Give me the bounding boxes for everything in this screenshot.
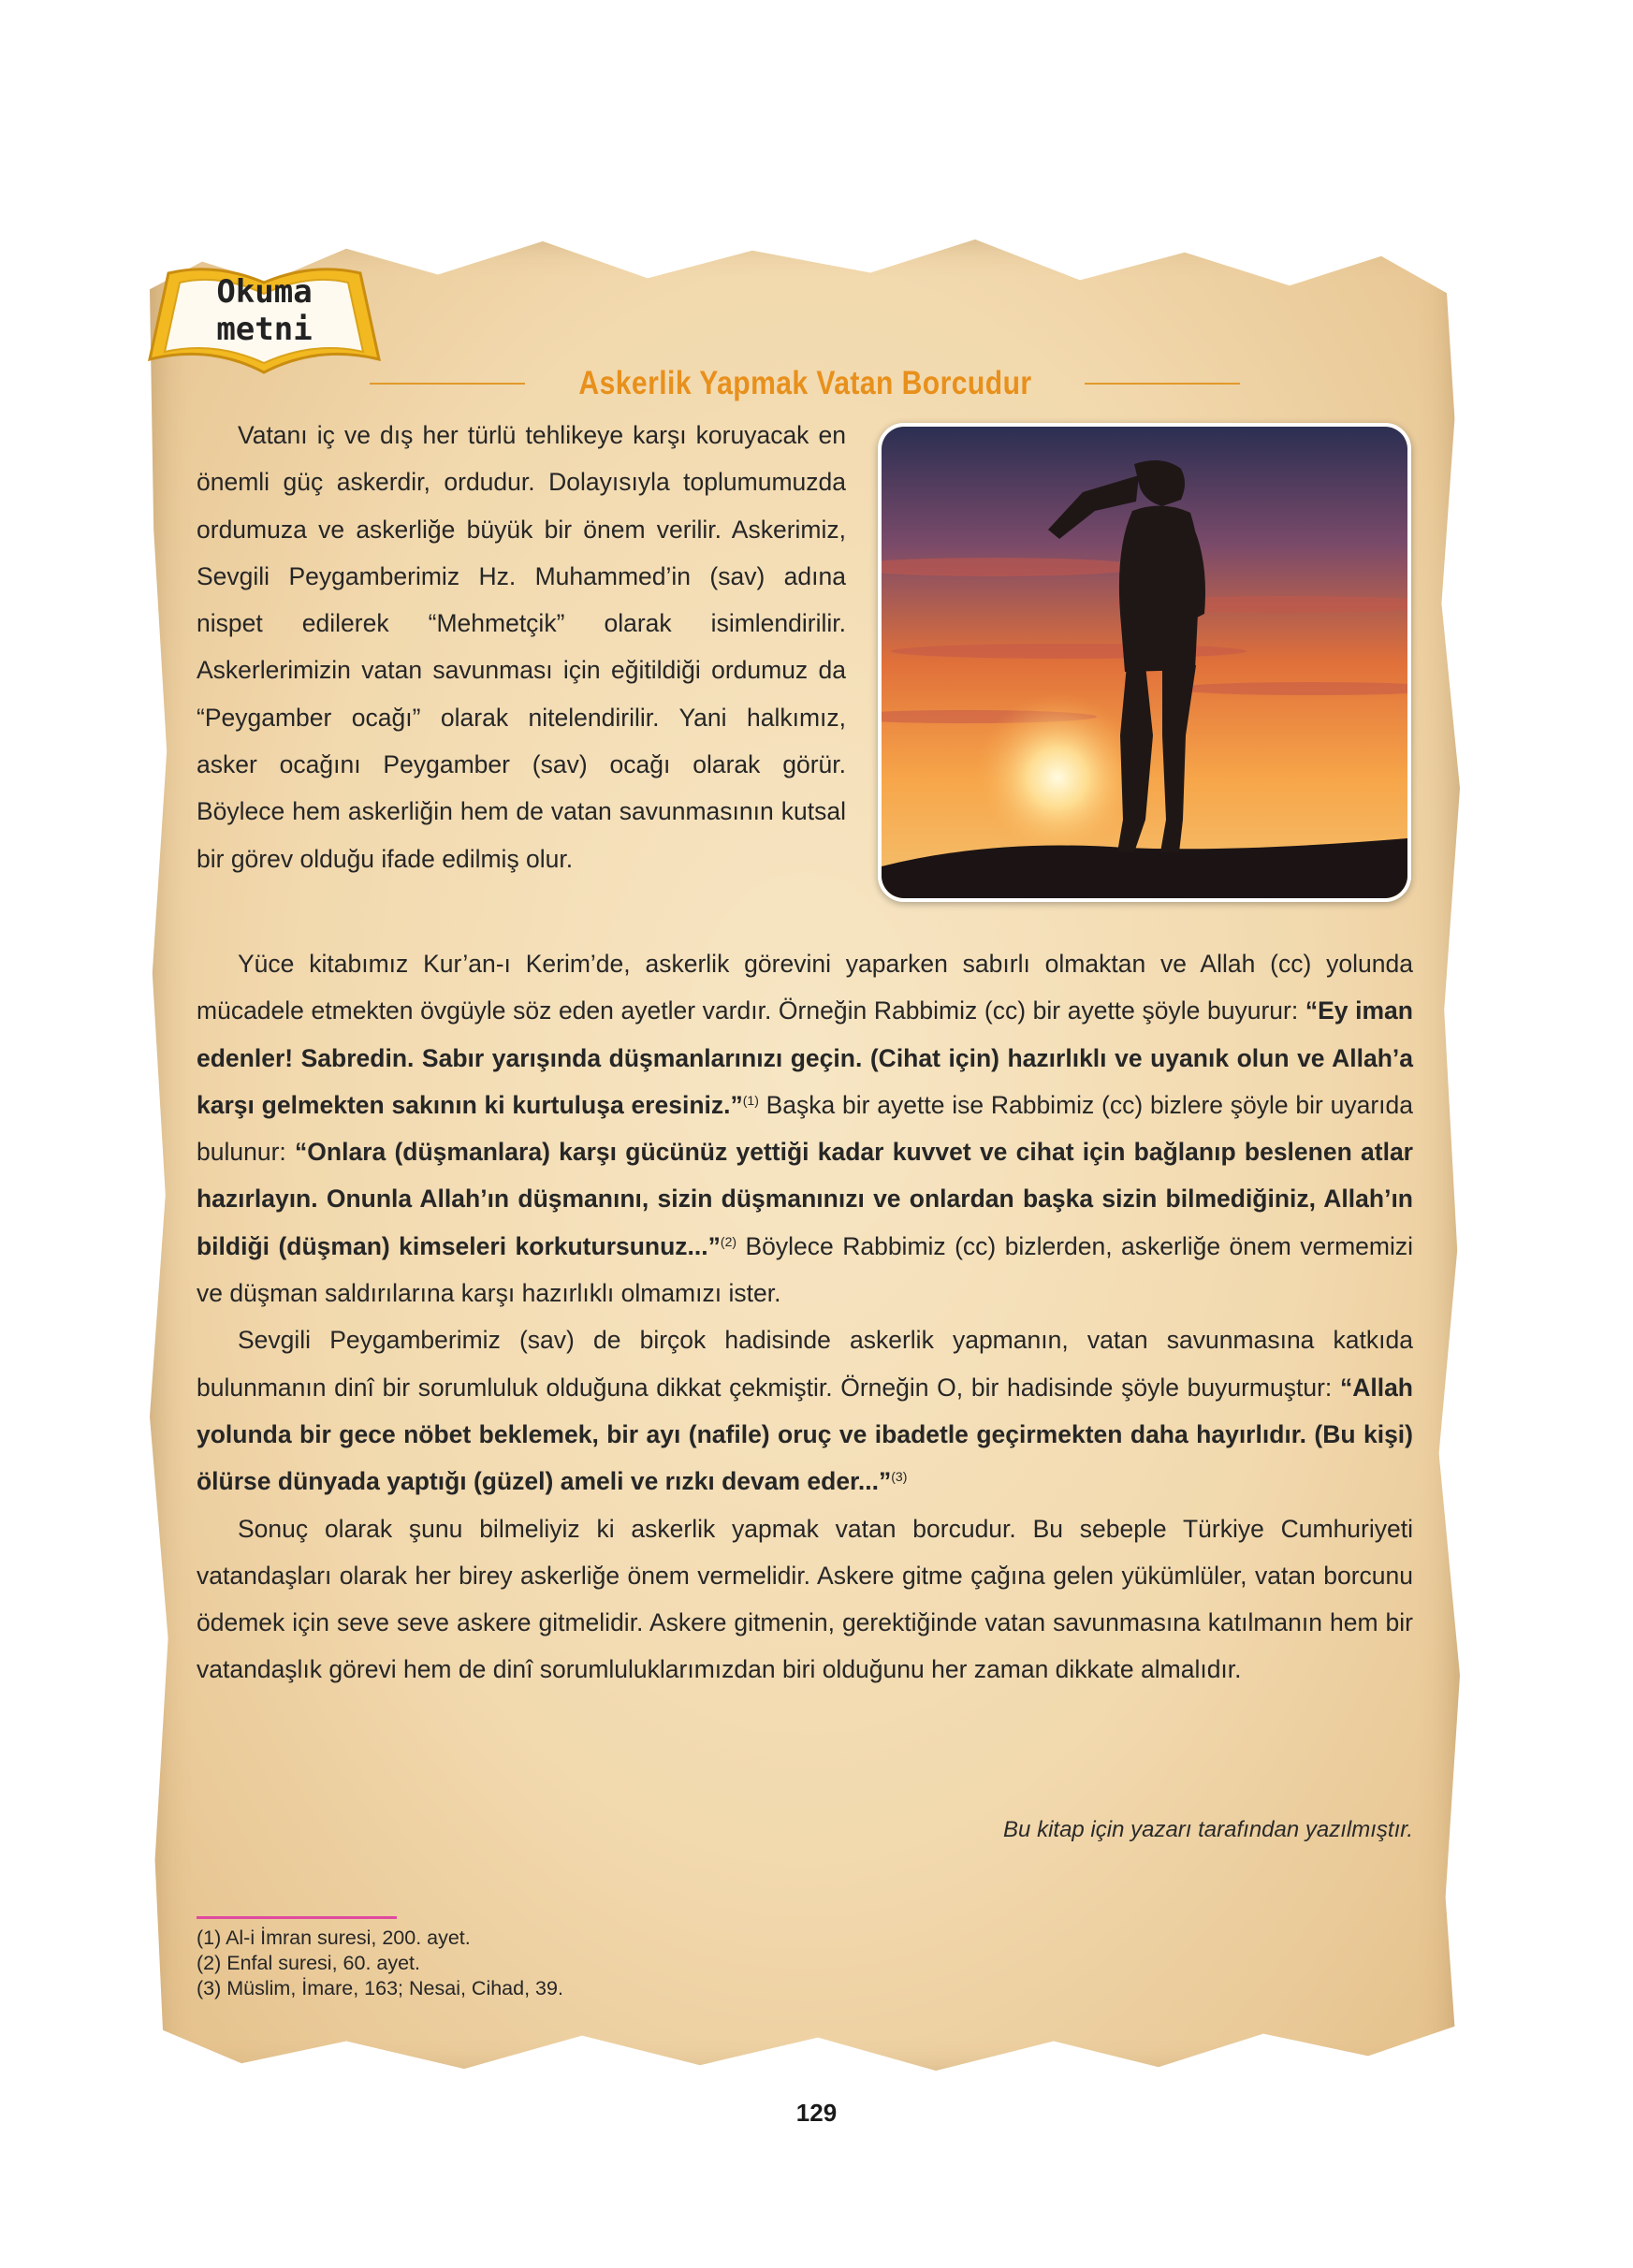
p3-quote-1: “Allah yolunda bir gece nöbet beklemek, bir ayı (nafile) oruç ve ibadetle geçirmekten daha hayırlıdır. (Bu kişi) ölürse dünyada yaptığı (güzel) ameli ve rızkı devam eder...”: [197, 1373, 1413, 1496]
paragraph-1-text: Vatanı iç ve dış her türlü tehlikeye karşı koruyacak en önemli güç askerdir, ordudur. Dolayısıyla toplumumuzda ordumuza ve askerliğe büyük bir önem verilir. Askerimiz, Sevgili Peygamberimiz Hz. Muhammed’in (sav) adına nispet edilerek “Mehmetçik” olarak isimlendirilir. Askerlerimizin vatan savunması için eğitildiği ordumuz da “Peygamber ocağı” olarak nitelendirilir. Yani halkımız, asker ocağını Peygamber (sav) ocağı olarak görür. Böylece hem askerliğin hem de vatan savunmasının kutsal bir görev olduğu ifade edilmiş olur.: [197, 421, 846, 873]
p2-quote-1: “Ey iman edenler! Sabredin. Sabır yarışında düşmanlarınızı geçin. (Cihat için) hazırlıklı ve uyanık olun ve Allah’a karşı gelmekten sakının ki kurtuluşa eresiniz.”: [197, 996, 1413, 1119]
p2-text-3: Böylece Rabbimiz (cc) bizlerden, askerliğe önem vermemizi ve düşman saldırılarına karşı hazırlıklı olmamızı ister.: [197, 1231, 1414, 1308]
paragraph-2: [197, 940, 1413, 1316]
footnote-3: (3) Müslim, İmare, 163; Nesai, Cihad, 39.: [197, 1977, 563, 1999]
page-number: 129: [795, 2099, 838, 2127]
footnotes: [197, 1926, 563, 2001]
paragraph-4: Sonuç olarak şunu bilmeliyiz ki askerlik yapmak vatan borcudur. Bu sebeple Türkiye Cumhuriyeti vatandaşları olarak her birey askerliğe önem vermelidir. Askere gitme çağına gelen yükümlüler, vatan borcunu ödemek için seve seve askere gitmelidir. Askere gitmenin, gerektiğinde vatan savunmasına katılmanın hem bir vatandaşlık görevi hem de dinî sorumluluklarımızdan biri olduğunu her zaman dikkate almalıdır.: [197, 1514, 1413, 1684]
p3-footnote-ref-1[interactable]: (3): [891, 1469, 908, 1485]
title-rule-right: [1085, 383, 1240, 385]
badge-line-2: metni: [216, 311, 313, 348]
title-rule-left: [370, 383, 525, 385]
source-note: Bu kitap için yazarı tarafından yazılmıştır.: [1003, 1817, 1413, 1842]
p2-text-2: Başka bir ayette ise Rabbimiz (cc) bizlere şöyle bir uyarıda bulunur:: [197, 1090, 1413, 1167]
reading-text-badge: [140, 254, 388, 385]
title-row: [370, 360, 1240, 407]
soldier-sunset-photo: [878, 423, 1411, 902]
p2-footnote-ref-1[interactable]: (1): [742, 1092, 759, 1108]
p3-text-1: Sevgili Peygamberimiz (sav) de birçok hadisinde askerlik yapmanın, vatan savunmasına katkıda bulunmanın dinî bir sorumluluk olduğuna dikkat çekmiştir. Örneğin O, bir hadisinde şöyle buyurmuştur:: [197, 1326, 1413, 1402]
p2-text-1: Yüce kitabımız Kur’an-ı Kerim’de, askerlik görevini yaparken sabırlı olmaktan ve Allah (cc) yolunda mücadele etmekten övgüyle söz eden ayetler vardır. Örneğin Rabbimiz (cc) bir ayette şöyle buyurur:: [197, 950, 1413, 1025]
soldier-silhouette-image: [882, 427, 1407, 898]
footnote-1: (1) Al-i İmran suresi, 200. ayet.: [197, 1926, 471, 1949]
page-title: Askerlik Yapmak Vatan Borcudur: [577, 365, 1032, 401]
footnote-2: (2) Enfal suresi, 60. ayet.: [197, 1952, 420, 1974]
footnote-rule: [197, 1916, 397, 1919]
p2-quote-2: “Onlara (düşmanlara) karşı gücünüz yettiği kadar kuvvet ve cihat için bağlanıp beslenen atlar hazırlayın. Onunla Allah’ın düşmanını, sizin düşmanınızı ve onlardan başka sizin bilmediğiniz, Allah’ın bildiği (düşman) kimseleri korkutursunuz...”: [197, 1138, 1413, 1260]
paragraph-3: [197, 1316, 1413, 1505]
main-text: [197, 940, 1413, 1694]
badge-line-1: Okuma: [216, 273, 313, 311]
p2-footnote-ref-2[interactable]: (2): [720, 1233, 737, 1249]
paragraph-1: [197, 412, 846, 882]
